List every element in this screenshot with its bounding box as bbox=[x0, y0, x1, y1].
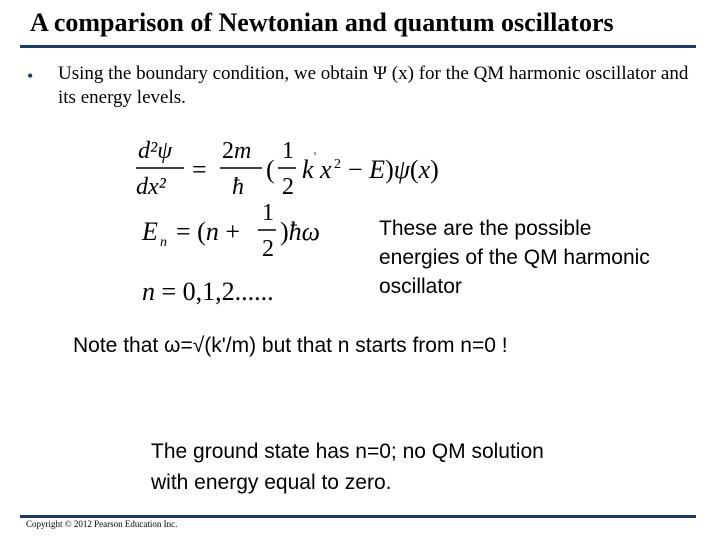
svg-text:1: 1 bbox=[262, 200, 274, 226]
svg-text:d²ψ: d²ψ bbox=[138, 138, 173, 164]
svg-text:= (n +: = (n + bbox=[176, 217, 240, 246]
svg-text:': ' bbox=[314, 149, 317, 163]
equation-2 bbox=[141, 200, 320, 262]
svg-text:2m: 2m bbox=[222, 138, 252, 164]
svg-text:)ħω: )ħω bbox=[280, 217, 321, 246]
svg-text:=: = bbox=[192, 155, 207, 184]
svg-text:− E)ψ(x): − E)ψ(x) bbox=[348, 155, 439, 184]
svg-text:2: 2 bbox=[262, 236, 274, 262]
svg-text:(: ( bbox=[266, 155, 275, 184]
slide-title: A comparison of Newtonian and quantum oscillators bbox=[30, 8, 614, 37]
ground-state-note: The ground state has n=0; no QM solution with energy equal to zero. bbox=[151, 440, 544, 494]
copyright-text: Copyright © 2012 Pearson Education Inc. bbox=[26, 519, 178, 529]
title-divider bbox=[20, 45, 696, 48]
svg-text:n: n bbox=[160, 235, 167, 250]
svg-text:ħ: ħ bbox=[232, 174, 244, 200]
bullet-icon: • bbox=[27, 66, 34, 86]
svg-text:x: x bbox=[320, 155, 332, 184]
equation-3 bbox=[142, 277, 274, 306]
svg-text:k: k bbox=[302, 155, 314, 184]
bullet-text: Using the boundary condition, we obtain Ψ (x) for the QM harmonic oscillator and its energy levels. bbox=[58, 63, 689, 108]
svg-text:n = 0,1,2......: n = 0,1,2...... bbox=[142, 277, 274, 306]
svg-text:E: E bbox=[142, 217, 158, 246]
equation-1 bbox=[136, 138, 439, 200]
energy-levels-note: These are the possible energies of the QM harmonic oscillator bbox=[379, 217, 650, 298]
svg-text:1: 1 bbox=[282, 138, 294, 164]
omega-note: Note that ω=√(k'/m) but that n starts from n=0 ! bbox=[73, 334, 508, 357]
svg-text:2: 2 bbox=[334, 157, 341, 172]
svg-text:dx²: dx² bbox=[136, 174, 166, 200]
svg-text:2: 2 bbox=[282, 174, 294, 200]
footer-divider bbox=[20, 515, 696, 518]
